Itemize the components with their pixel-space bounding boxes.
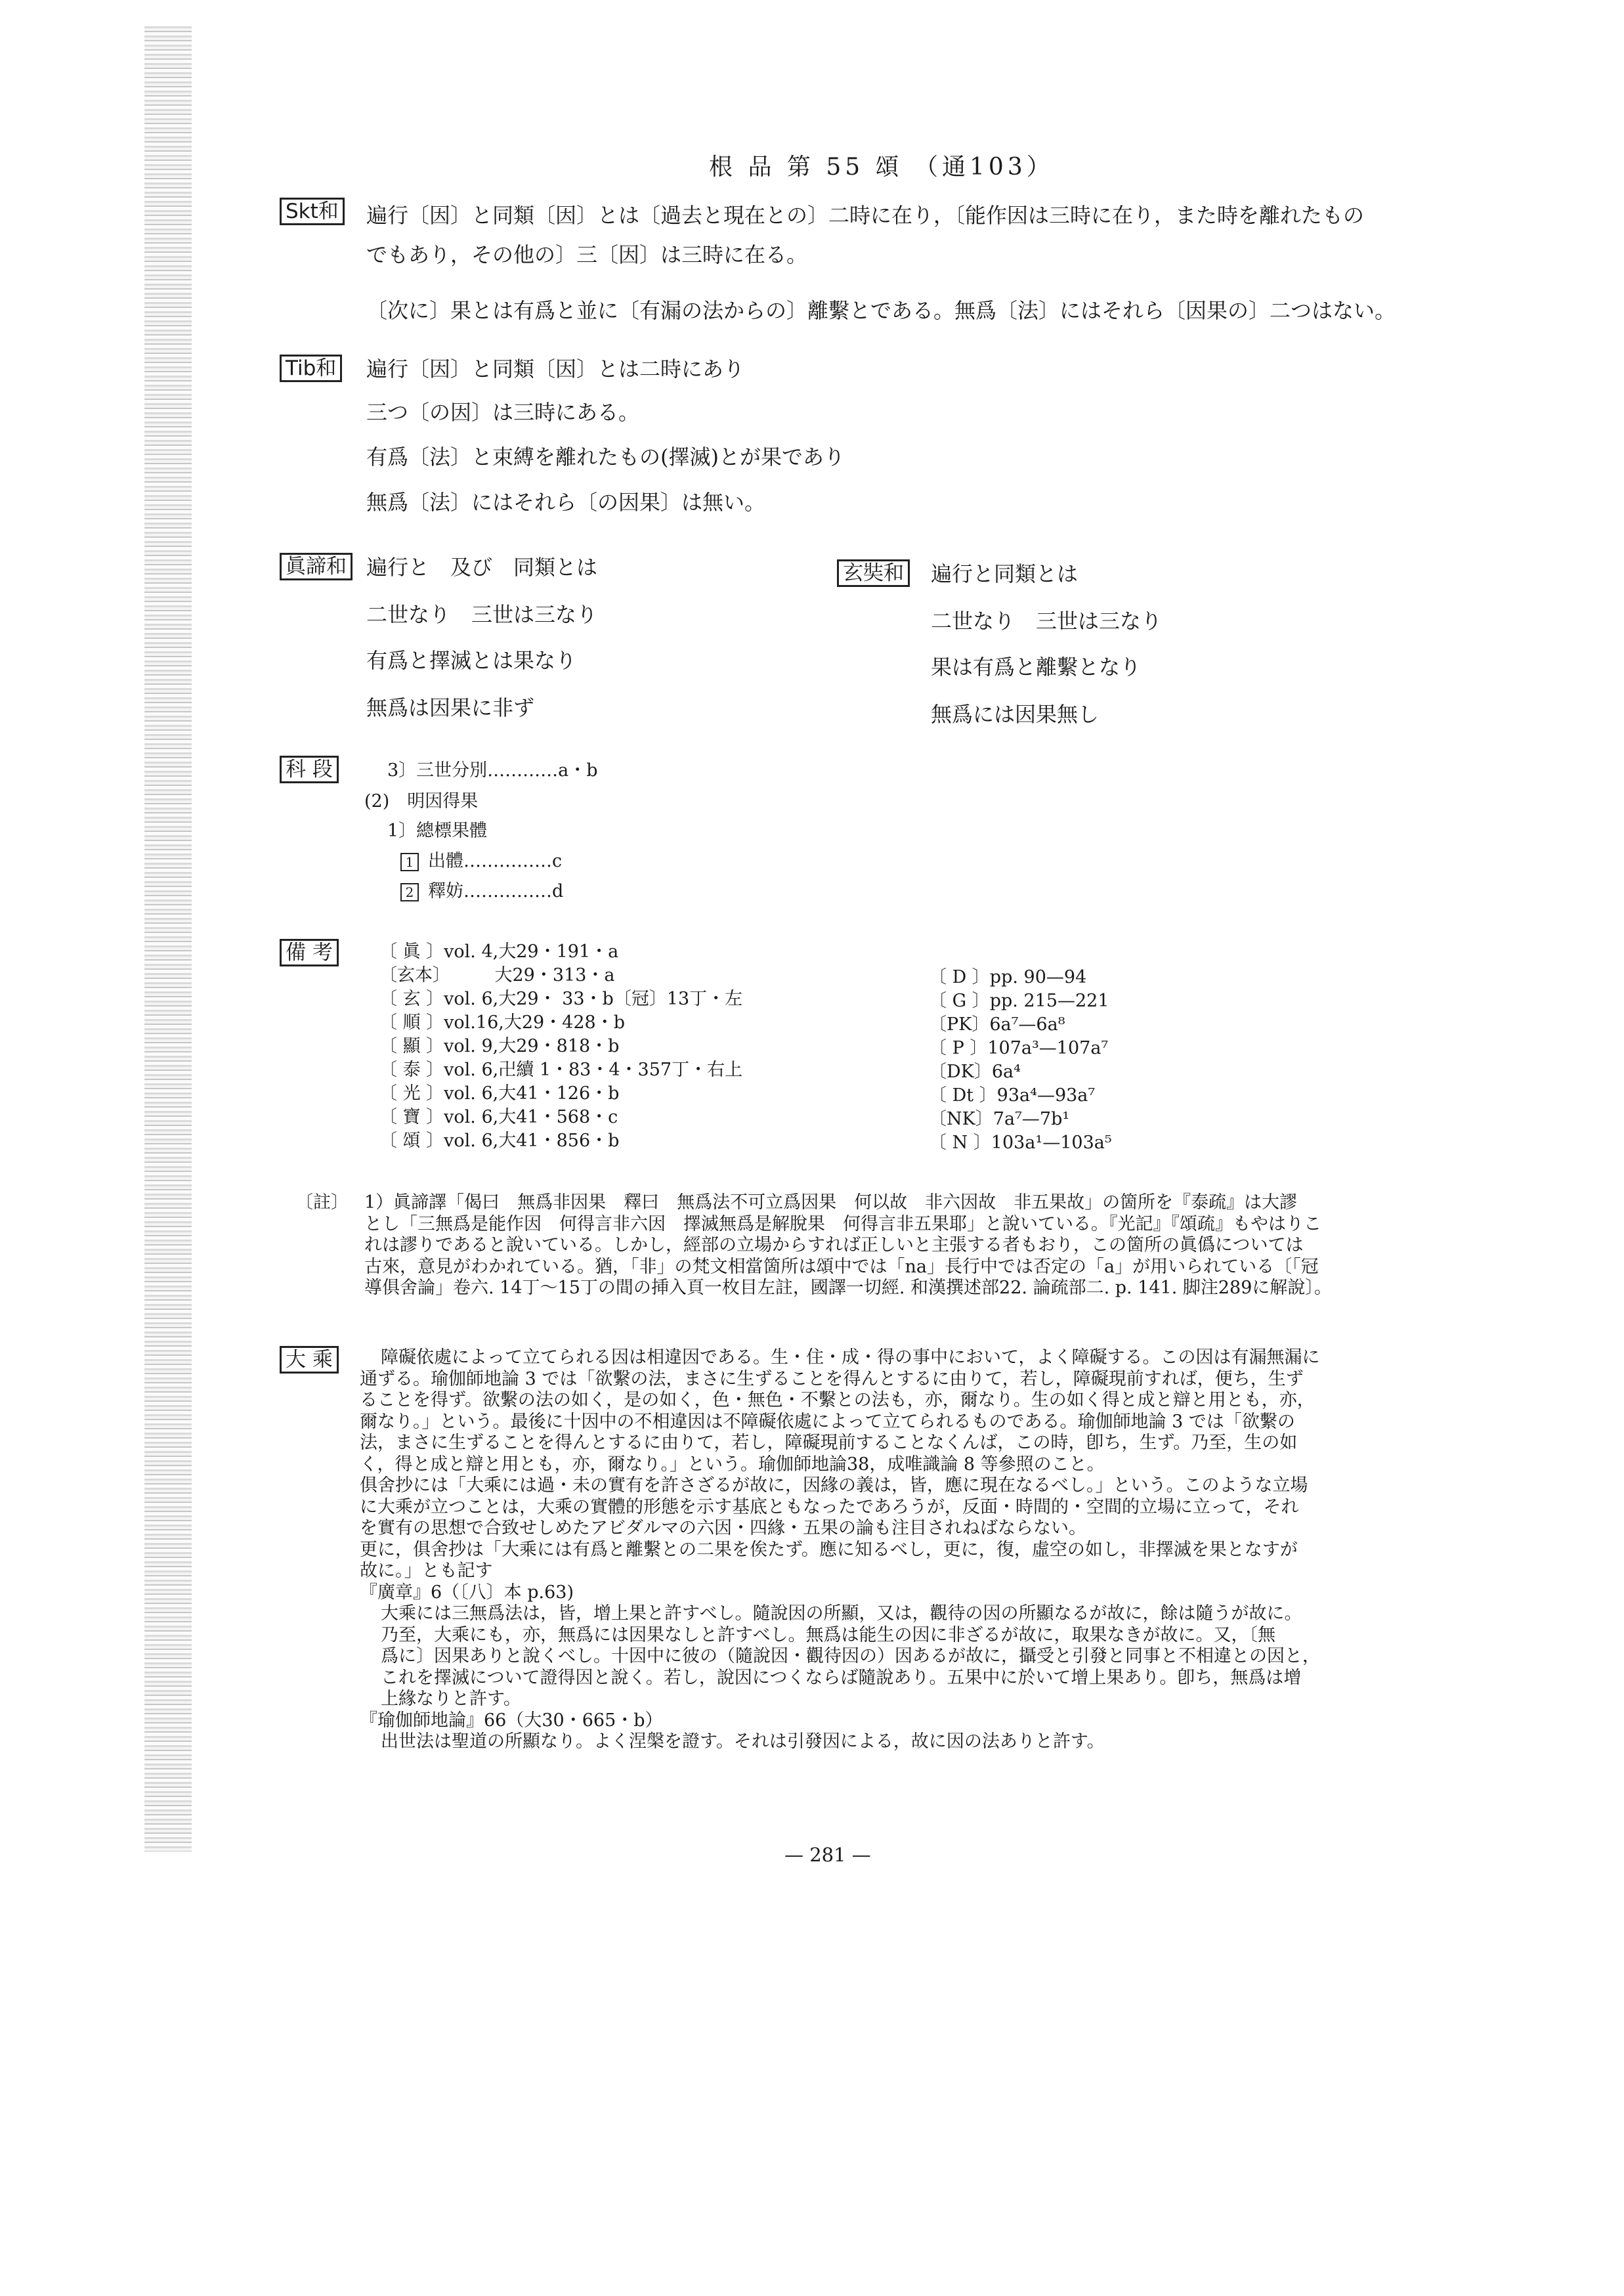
yuga-ref: 『瑜伽師地論』66（大30・665・b） [360, 1710, 663, 1731]
tag-tib: Tib和 [280, 355, 342, 382]
kadan-line: (2) 明因得果 [364, 791, 479, 812]
kadan-item-text: 出體……………c [428, 851, 563, 871]
kosho-line: これを擇滅について證得因と說く。若し，說因につくならば隨說あり。五果中に於いて增上果あり。卽ち，無爲は增 [381, 1667, 1302, 1688]
scan-binding-edge [144, 26, 192, 1852]
biko-ref: 〔PK〕6a⁷—6a⁸ [929, 1014, 1065, 1035]
kadan-line: 1〕總標果體 [387, 821, 488, 841]
biko-ref: 〔玄本〕 大29・313・a [379, 965, 615, 986]
page-title: 根 品 第 55 頌 （通103） [709, 154, 1054, 181]
daijo-line: 爾なり。」という。最後に十因中の不相違因は不障礙依處によって立てられるものである。瑜伽師地論 3 では「欲繫の [360, 1411, 1295, 1432]
biko-ref: 〔 頌 〕vol. 6,大41・856・b [379, 1131, 620, 1151]
biko-ref: 〔DK〕6a⁴ [929, 1062, 1021, 1082]
biko-ref: 〔 光 〕vol. 6,大41・126・b [379, 1083, 620, 1104]
kosho-line: 大乘には三無爲法は，皆，增上果と許すべし。隨說因の所顯，又は，觀待の因の所顯なるが故に，餘は隨うが故に。 [381, 1603, 1302, 1624]
daijo-line: 通ずる。瑜伽師地論 3 では「欲繫の法，まさに生ずることを得んとするに由りて，若し，障礙現前すれば，便ち，生ず [360, 1368, 1304, 1389]
daijo-line: を實有の思想で合致せしめたアビダルマの六因・四緣・五果の論も注目されねばならない。 [360, 1518, 1086, 1538]
tib-line: 三つ〔の因〕は三時にある。 [366, 400, 640, 425]
tag-kadan: 科 段 [280, 756, 339, 783]
genjo-line: 二世なり 三世は三なり [931, 609, 1163, 634]
yuga-line: 出世法は聖道の所顯なり。よく涅槃を證す。それは引發因による，故に因の法ありと許す。 [381, 1731, 1105, 1752]
biko-ref: 〔 顯 〕vol. 9,大29・818・b [379, 1036, 620, 1056]
shintai-line: 二世なり 三世は三なり [366, 602, 598, 627]
biko-ref: 〔 寶 〕vol. 6,大41・568・c [379, 1107, 618, 1127]
daijo-line: に大乘が立つことは，大乘の實體的形態を示す基底ともなったであろうが，反面・時間的・空間的立場に立って，それ [360, 1496, 1299, 1517]
tag-daijo: 大 乘 [280, 1346, 339, 1374]
kosho-line: 爲に〕因果ありと說くべし。十因中に彼の（隨說因・觀待因の）因あるが故に，攝受と引發と同事と不相違との因と， [381, 1646, 1320, 1666]
kadan-line: 3〕三世分別…………a・b [387, 760, 598, 781]
kadan-item-text: 釋妨……………d [428, 881, 564, 901]
shintai-line: 有爲と擇滅とは果なり [366, 648, 577, 673]
biko-ref: 〔 眞 〕vol. 4,大29・191・a [379, 942, 619, 962]
genjo-line: 遍行と同類とは [931, 561, 1079, 586]
biko-ref: 〔 N 〕103a¹—103a⁵ [929, 1133, 1112, 1153]
chu-notes [364, 1192, 1332, 1299]
chu-line: 古來，意見がわかれている。猶，「非」の梵文相當箇所は頌中では「na」長行中では否定の「a」が用いられている〔「冠 [364, 1256, 1319, 1277]
kosho-line: 上緣なりと許す。 [381, 1689, 521, 1709]
chu-line: とし「三無爲是能作因 何得言非六因 擇滅無爲是解脫果 何得言非五果耶」と說いている。『光記』『頌疏』もやはりこ [364, 1213, 1321, 1234]
page-number: — 281 — [784, 1844, 871, 1866]
daijo-line: ることを得ず。欲繫の法の如く，是の如く，色・無色・不繫との法も，亦，爾なり。生の如く得と成と辯と用とも，亦， [360, 1390, 1315, 1410]
daijo-body [360, 1347, 1320, 1753]
kosho-line: 乃至，大乘にも，亦，無爲には因果なしと許すべし。無爲は能生の因に非ざるが故に，取果なきが故に。又，〔無 [381, 1624, 1275, 1645]
tib-line: 有爲〔法〕と束縛を離れたもの(擇滅)とが果であり [366, 444, 845, 469]
tag-shintai: 眞諦和 [280, 553, 353, 580]
skt-line: 遍行〔因〕と同類〔因〕とは〔過去と現在との〕二時に在り，〔能作因は三時に在り，また時を離れたもの [366, 203, 1365, 228]
biko-ref: 〔 泰 〕vol. 6,卍續 1・83・4・357丁・右上 [379, 1060, 743, 1080]
daijo-line: く，得と成と辯と用とも，亦，爾なり。」という。瑜伽師地論38，成唯識論 8 等參照のこと。 [360, 1454, 1105, 1475]
biko-ref: 〔 順 〕vol.16,大29・428・b [379, 1012, 626, 1033]
biko-ref: 〔 P 〕107a³—107a⁷ [929, 1038, 1109, 1058]
item-number-box: 2 [400, 883, 419, 901]
skt-line: 〔次に〕果とは有爲と並に〔有漏の法からの〕離繫とである。無爲〔法〕にはそれら〔因果の〕二つはない。 [366, 298, 1396, 323]
daijo-line: 更に，俱舍抄は「大乘には有爲と離繫との二果を俟たず。應に知るべし，更に，復，虛空の如し，非擇滅を果となすが [360, 1539, 1298, 1560]
daijo-line: 俱舍抄には「大乘には過・未の實有を許さざるが故に，因緣の義は，皆，應に現在なるべし。」という。このような立場 [360, 1475, 1308, 1496]
chu-line: れは謬りであると說いている。しかし，經部の立場からすれば正しいと主張する者もおり，この箇所の眞僞については [364, 1235, 1304, 1255]
tag-biko: 備 考 [280, 939, 339, 966]
item-number-box: 1 [400, 853, 419, 871]
skt-line: でもあり，その他の〕三〔因〕は三時に在る。 [366, 242, 808, 267]
chu-line: 1）眞諦譯「偈曰 無爲非因果 釋曰 無爲法不可立爲因果 何以故 非六因故 非五果故」の箇所を『泰疏』は大謬 [364, 1192, 1298, 1213]
tib-line: 無爲〔法〕にはそれら〔の因果〕は無い。 [366, 490, 766, 515]
genjo-line: 果は有爲と離繫となり [931, 655, 1142, 680]
tib-line: 遍行〔因〕と同類〔因〕とは二時にあり [366, 357, 745, 381]
tag-chu: 〔註〕 [295, 1192, 349, 1213]
biko-ref: 〔 玄 〕vol. 6,大29・ 33・b〔冠〕13丁・左 [379, 989, 743, 1009]
tag-skt: Skt和 [280, 198, 345, 225]
kadan-item [400, 881, 563, 902]
daijo-line: 故に。」とも記す [360, 1561, 493, 1581]
daijo-line: 障礙依處によって立てられる因は相違因である。生・住・成・得の事中において，よく障礙する。この因は有漏無漏に [381, 1347, 1320, 1368]
biko-ref: 〔 D 〕pp. 90—94 [929, 967, 1087, 987]
kadan-item [400, 851, 562, 872]
daijo-line: 法，まさに生ずることを得んとするに由りて，若し，障礙現前することなくんば，この時，卽ち，生ず。乃至，生の如 [360, 1433, 1298, 1453]
chu-line: 導俱舍論」卷六. 14丁～15丁の間の挿入頁一枚目左註，國譯一切經. 和漢撰述部22. 論疏部二. p. 141. 脚注289に解說〕。 [364, 1278, 1332, 1298]
genjo-line: 無爲には因果無し [931, 702, 1100, 727]
biko-ref: 〔NK〕7a⁷—7b¹ [929, 1109, 1070, 1129]
tag-genjo: 玄奘和 [837, 559, 910, 587]
shintai-line: 無爲は因果に非ず [366, 695, 535, 720]
shintai-line: 遍行と 及び 同類とは [366, 555, 598, 580]
biko-ref: 〔 G 〕pp. 215—221 [929, 991, 1109, 1011]
biko-ref: 〔 Dt 〕93a⁴—93a⁷ [929, 1085, 1096, 1106]
daijo-line: 『廣章』6（〔八〕本 p.63) [360, 1582, 574, 1603]
